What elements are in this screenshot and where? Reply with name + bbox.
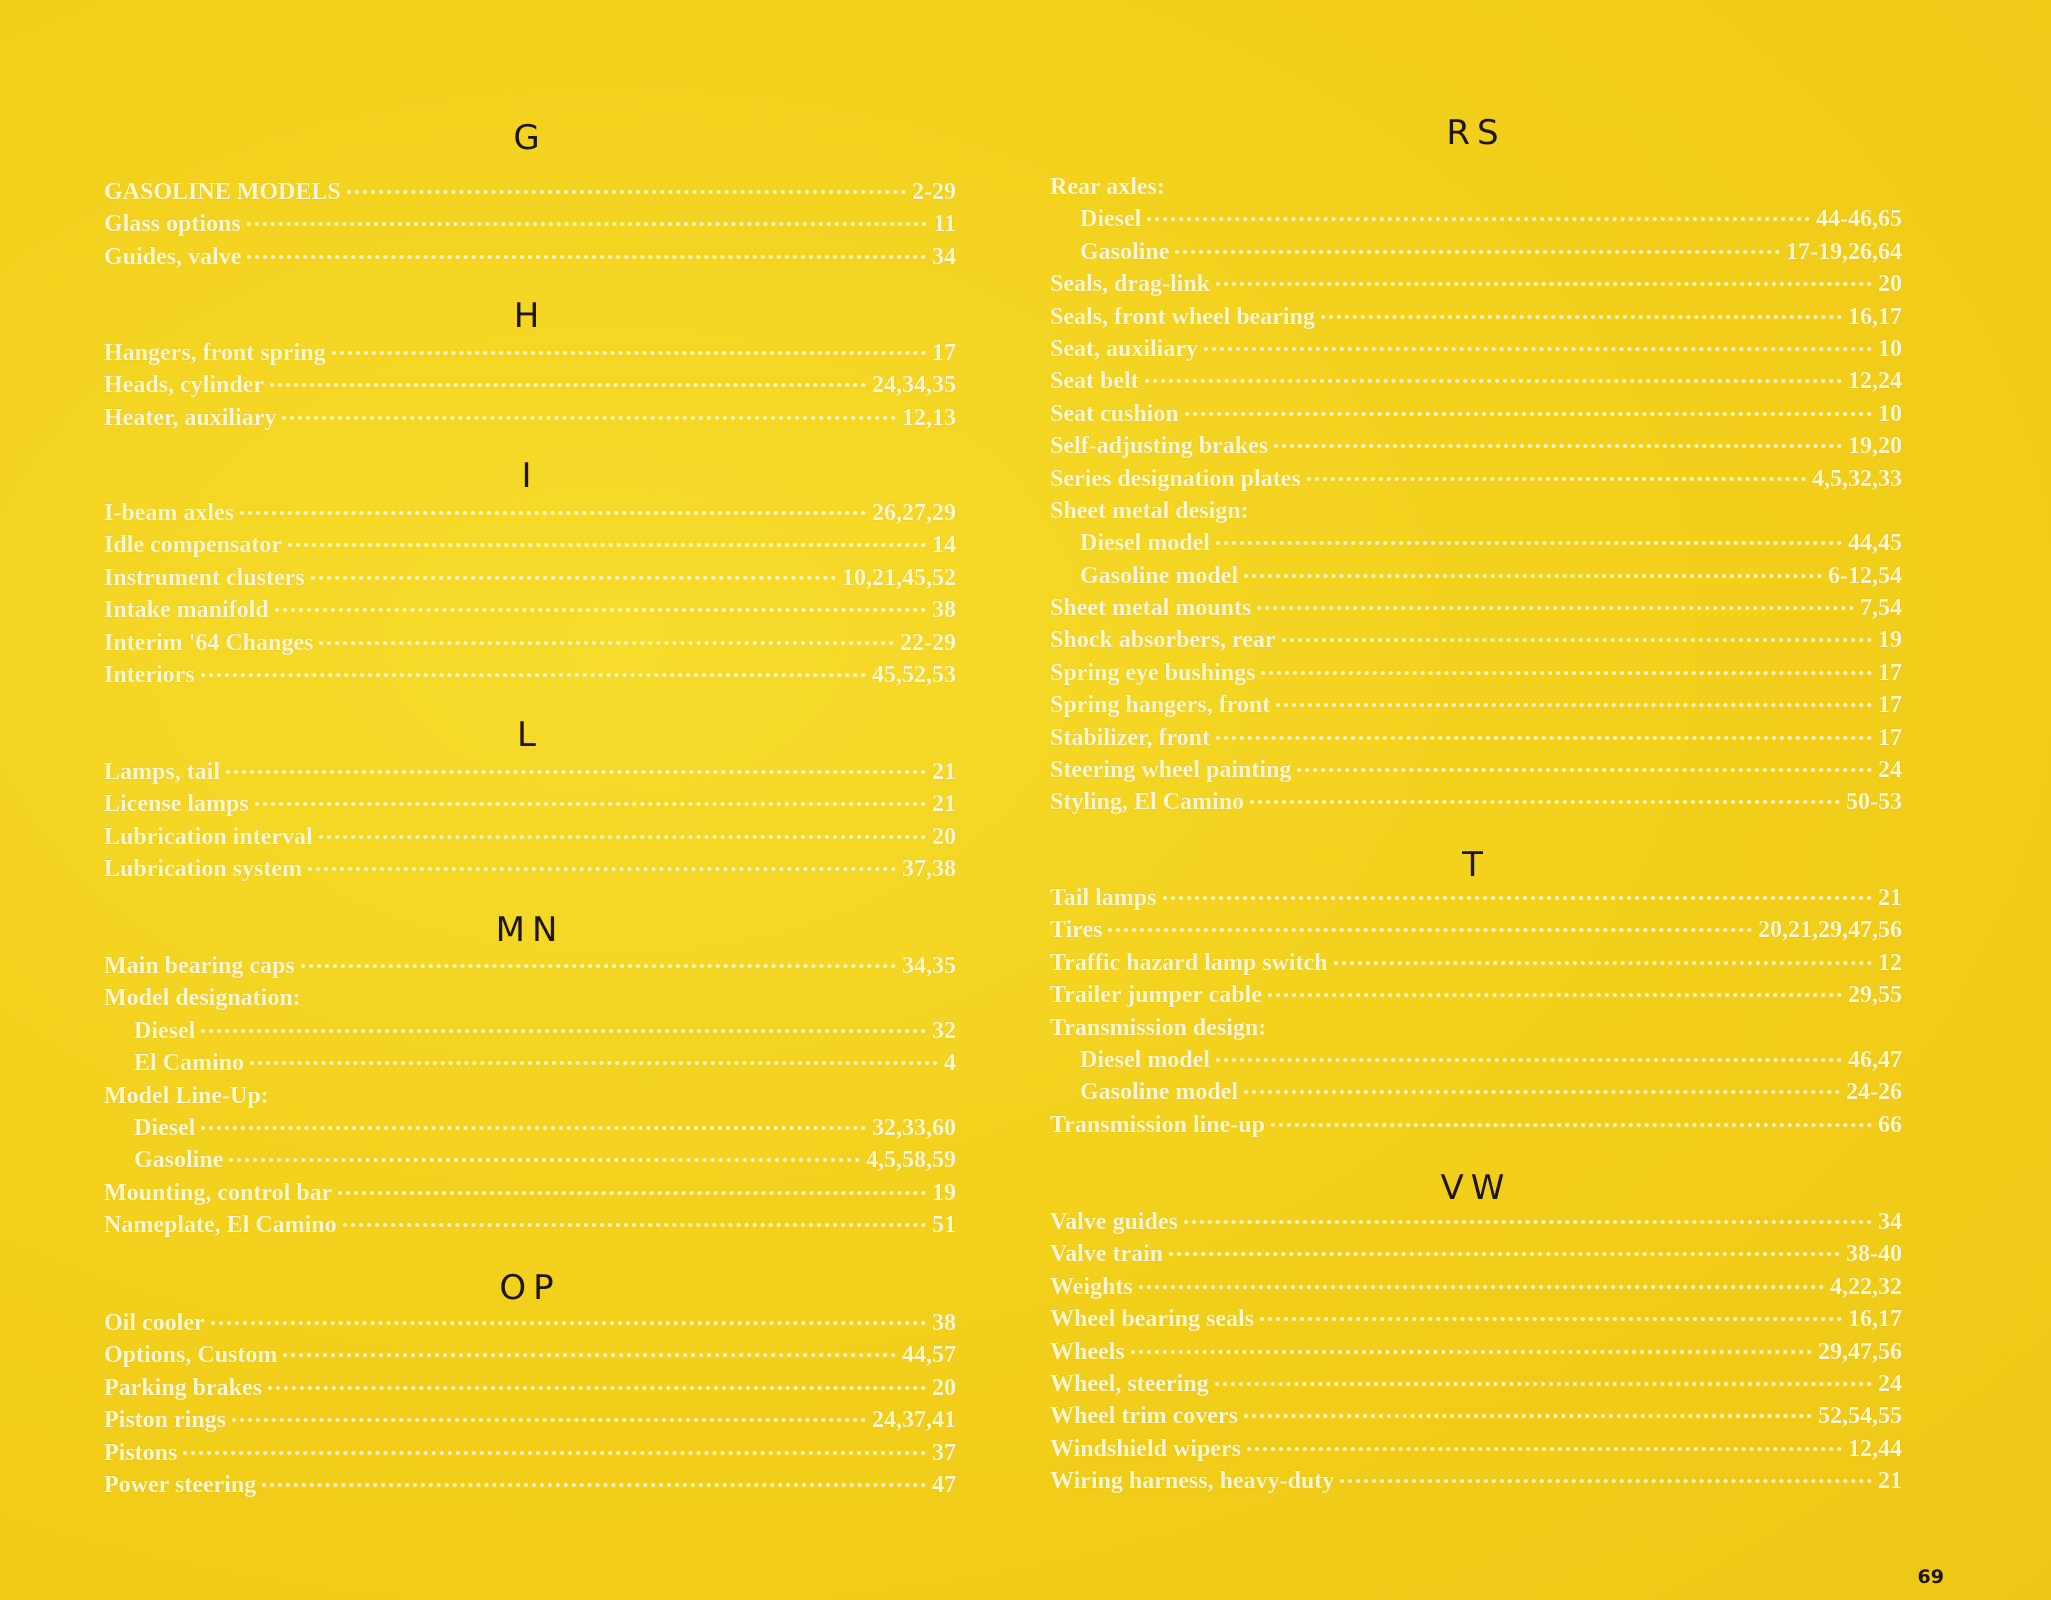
- index-entry: [104, 1339, 956, 1371]
- index-entry: [104, 369, 956, 401]
- index-entry-pages: 17: [1878, 659, 1902, 686]
- index-entry: [104, 1144, 956, 1176]
- index-entry: [104, 497, 956, 529]
- index-entry: [1050, 689, 1902, 721]
- dot-leader: [226, 770, 926, 774]
- section-letter-heading: H: [513, 296, 547, 336]
- index-entry-pages: 44,57: [902, 1342, 956, 1369]
- index-entry-label: Lamps, tail: [104, 759, 221, 785]
- dot-leader: [308, 867, 896, 871]
- dot-leader: [1244, 574, 1822, 578]
- index-entry-pages: 22-29: [900, 629, 956, 656]
- index-entry-pages: 4,22,32: [1830, 1273, 1902, 1300]
- dot-leader: [1216, 541, 1842, 545]
- index-entry-label: Pistons: [104, 1439, 178, 1466]
- section-letter-heading: MN: [495, 910, 565, 950]
- index-entry: [104, 853, 956, 885]
- index-entry-label: Diesel: [1080, 206, 1142, 233]
- index-entry: [1050, 463, 1902, 495]
- section-letter-heading: OP: [499, 1268, 561, 1308]
- index-entry-label: Heater, auxiliary: [104, 404, 277, 431]
- index-entry: [104, 208, 956, 240]
- dot-leader: [1163, 896, 1873, 900]
- dot-leader: [347, 190, 906, 194]
- index-entry: [104, 756, 956, 788]
- index-entry-label: Series designation plates: [1050, 465, 1301, 492]
- index-entry: [1050, 527, 1902, 559]
- index-entry: [104, 529, 956, 561]
- index-entry-label: Seat, auxiliary: [1050, 335, 1198, 362]
- index-entry-label: Lubrication system: [104, 856, 302, 883]
- index-entry: [104, 821, 956, 853]
- index-entry-label: Guides, valve: [104, 243, 242, 270]
- section-letter-heading: VW: [1440, 1168, 1512, 1208]
- index-entry-pages: 34: [932, 243, 956, 270]
- index-entry: [104, 241, 956, 273]
- dot-leader: [1184, 1220, 1872, 1224]
- index-entry-label: Hangers, front spring: [104, 340, 326, 366]
- index-entry-pages: 46,47: [1848, 1046, 1902, 1073]
- index-entry: [104, 1209, 956, 1241]
- index-entry-label: Mounting, control bar: [104, 1179, 333, 1206]
- dot-leader: [240, 511, 866, 515]
- index-entry: [1050, 1336, 1902, 1368]
- index-entry-pages: 14: [932, 532, 956, 559]
- index-entry: [1050, 947, 1902, 979]
- index-entry-label: Styling, El Camino: [1050, 789, 1245, 816]
- dot-leader: [282, 416, 896, 420]
- index-entry: [104, 594, 956, 626]
- section-letter-heading: L: [517, 715, 543, 755]
- index-entry: [1050, 203, 1902, 235]
- index-entry: [104, 1469, 956, 1501]
- index-entry-pages: 17: [932, 340, 956, 366]
- index-entry-label: Intake manifold: [104, 597, 269, 624]
- index-entry-label: Valve train: [1050, 1241, 1164, 1268]
- index-entry-label: Self-adjusting brakes: [1050, 433, 1269, 460]
- dot-leader: [1247, 1447, 1842, 1451]
- index-entry: [104, 176, 956, 208]
- index-entry-label: Trailer jumper cable: [1050, 982, 1262, 1009]
- index-entry-label: Parking brakes: [104, 1374, 263, 1401]
- index-entry-label: Gasoline: [134, 1147, 224, 1174]
- dot-leader: [183, 1451, 926, 1455]
- index-entry: [1050, 1303, 1902, 1335]
- index-entry-label: Steering wheel painting: [1050, 757, 1292, 784]
- index-entry-pages: 19: [1878, 627, 1902, 654]
- index-entry-label: Seals, front wheel bearing: [1050, 303, 1315, 330]
- index-entry: [1050, 1433, 1902, 1465]
- dot-leader: [1175, 250, 1780, 254]
- index-entry: [1050, 1238, 1902, 1270]
- dot-leader: [1321, 315, 1842, 319]
- index-entry: [1050, 398, 1902, 430]
- index-entry: [1050, 624, 1902, 656]
- index-entry: [1050, 754, 1902, 786]
- dot-leader: [1250, 800, 1840, 804]
- index-entry-pages: 17: [1878, 724, 1902, 751]
- page-number: 69: [1917, 1566, 1944, 1588]
- index-entry: [104, 788, 956, 820]
- dot-leader: [319, 835, 926, 839]
- index-entry-pages: 66: [1878, 1111, 1902, 1138]
- index-entry: [1050, 722, 1902, 754]
- dot-leader: [1204, 347, 1872, 351]
- dot-leader: [250, 1061, 938, 1065]
- dot-leader: [232, 1418, 866, 1422]
- index-entry-pages: 6-12,54: [1828, 562, 1902, 589]
- index-entry: [1050, 171, 1902, 203]
- index-entry-pages: 24,34,35: [872, 372, 956, 399]
- dot-leader: [1145, 379, 1842, 383]
- section-letter-heading: RS: [1446, 113, 1506, 153]
- index-entry-label: Glass options: [104, 211, 241, 238]
- index-entry: [1050, 430, 1902, 462]
- index-entry-label: Gasoline: [1080, 238, 1170, 265]
- index-entry-pages: 24: [1878, 1370, 1902, 1397]
- index-entry-label: Options, Custom: [104, 1342, 278, 1369]
- index-entry-pages: 20: [1878, 271, 1902, 298]
- index-entry-pages: 4: [944, 1050, 956, 1077]
- index-entry-pages: 44-46,65: [1816, 206, 1902, 233]
- index-entry-list: [1050, 171, 1902, 819]
- dot-leader: [1108, 928, 1752, 932]
- index-entry-label: Model designation:: [104, 985, 301, 1012]
- index-entry: [1050, 268, 1902, 300]
- dot-leader: [1139, 1285, 1824, 1289]
- index-entry: [104, 1177, 956, 1209]
- dot-leader: [229, 1158, 860, 1162]
- index-entry-pages: 44,45: [1848, 530, 1902, 557]
- index-entry-list: [1050, 882, 1902, 1141]
- index-entry-label: Seat belt: [1050, 368, 1139, 395]
- index-entry-label: Wheels: [1050, 1338, 1125, 1365]
- index-entry-pages: 29,55: [1848, 982, 1902, 1009]
- dot-leader: [1282, 638, 1872, 642]
- index-entry: [104, 1047, 956, 1079]
- dot-leader: [311, 576, 836, 580]
- index-entry: [1050, 1368, 1902, 1400]
- index-entry-list: [104, 337, 956, 434]
- index-entry-label: Heads, cylinder: [104, 372, 264, 399]
- index-entry: [104, 1015, 956, 1047]
- dot-leader: [1147, 217, 1810, 221]
- index-entry-list: [104, 497, 956, 691]
- index-entry-pages: 32,33,60: [872, 1114, 956, 1141]
- index-entry: [1050, 979, 1902, 1011]
- index-entry-label: Instrument clusters: [104, 564, 305, 591]
- index-entry-pages: 21: [1878, 885, 1902, 911]
- index-entry-pages: 38-40: [1846, 1241, 1902, 1268]
- dot-leader: [1131, 1350, 1812, 1354]
- dot-leader: [1244, 1090, 1840, 1094]
- index-entry-pages: 12: [1878, 949, 1902, 976]
- dot-leader: [1307, 477, 1806, 481]
- dot-leader: [343, 1223, 926, 1227]
- dot-leader: [332, 351, 926, 355]
- dot-leader: [201, 1029, 926, 1033]
- index-entry: [1050, 1206, 1902, 1238]
- index-entry-pages: 16,17: [1848, 303, 1902, 330]
- index-entry-label: Shock absorbers, rear: [1050, 627, 1276, 654]
- index-entry-pages: 20,21,29,47,56: [1758, 917, 1902, 944]
- index-entry-pages: 19,20: [1848, 433, 1902, 460]
- index-entry: [1050, 1076, 1902, 1108]
- dot-leader: [201, 673, 866, 677]
- index-entry-label: Windshield wipers: [1050, 1435, 1241, 1462]
- index-entry-label: Seals, drag-link: [1050, 271, 1211, 298]
- index-entry-pages: 51: [932, 1212, 956, 1239]
- section-letter-heading: G: [513, 118, 547, 158]
- index-entry-label: Gasoline model: [1080, 1079, 1239, 1106]
- dot-leader: [1260, 1317, 1842, 1321]
- index-entry-pages: 37: [932, 1439, 956, 1466]
- index-entry-pages: 38: [932, 1310, 956, 1336]
- index-entry-pages: 10: [1878, 400, 1902, 427]
- index-entry-pages: 29,47,56: [1818, 1338, 1902, 1365]
- index-entry-label: Transmission design:: [1050, 1014, 1267, 1041]
- dot-leader: [1268, 993, 1842, 997]
- index-entry: [104, 982, 956, 1014]
- index-entry: [104, 1437, 956, 1469]
- index-entry-label: Interim '64 Changes: [104, 629, 314, 656]
- index-entry-pages: 21: [932, 791, 956, 818]
- dot-leader: [247, 255, 926, 259]
- dot-leader: [1257, 606, 1854, 610]
- index-entry: [1050, 301, 1902, 333]
- index-entry-label: Wheel bearing seals: [1050, 1306, 1254, 1333]
- index-entry-label: Seat cushion: [1050, 400, 1179, 427]
- index-entry: [104, 562, 956, 594]
- index-entry: [1050, 914, 1902, 946]
- index-entry-label: Gasoline model: [1080, 562, 1239, 589]
- index-entry-label: Tail lamps: [1050, 885, 1157, 911]
- index-entry: [1050, 882, 1902, 914]
- index-entry-list: [104, 176, 956, 273]
- dot-leader: [283, 1353, 896, 1357]
- index-entry-list: [104, 756, 956, 886]
- index-entry-label: Diesel model: [1080, 530, 1210, 557]
- index-entry-pages: 26,27,29: [872, 500, 956, 526]
- index-entry: [1050, 592, 1902, 624]
- index-entry: [1050, 1012, 1902, 1044]
- index-entry: [104, 1372, 956, 1404]
- index-entry: [1050, 1400, 1902, 1432]
- dot-leader: [1261, 671, 1872, 675]
- index-entry: [104, 402, 956, 434]
- index-entry: [104, 337, 956, 369]
- index-entry-label: Model Line-Up:: [104, 1082, 269, 1109]
- dot-leader: [1271, 1123, 1872, 1127]
- index-entry-label: I-beam axles: [104, 500, 234, 526]
- index-entry-pages: 24,37,41: [872, 1407, 956, 1434]
- index-entry: [104, 950, 956, 982]
- dot-leader: [1169, 1252, 1840, 1256]
- index-entry: [104, 1080, 956, 1112]
- index-entry: [104, 1404, 956, 1436]
- index-entry: [104, 659, 956, 691]
- dot-leader: [255, 802, 926, 806]
- index-entry-label: Wiring harness, heavy-duty: [1050, 1468, 1335, 1495]
- index-entry-label: Lubrication interval: [104, 823, 313, 850]
- index-entry: [104, 1307, 956, 1339]
- index-entry: [104, 1112, 956, 1144]
- dot-leader: [1244, 1414, 1812, 1418]
- index-entry-label: Diesel model: [1080, 1046, 1210, 1073]
- index-entry-pages: 34,35: [902, 953, 956, 979]
- index-entry-pages: 20: [932, 823, 956, 850]
- dot-leader: [268, 1386, 926, 1390]
- index-entry-pages: 21: [932, 759, 956, 785]
- index-entry-label: Weights: [1050, 1273, 1133, 1300]
- index-entry-pages: 50-53: [1846, 789, 1902, 816]
- index-entry-label: Diesel: [134, 1114, 196, 1141]
- index-entry-pages: 4,5,58,59: [866, 1147, 956, 1174]
- index-entry-pages: 11: [933, 211, 956, 238]
- index-entry-label: Power steering: [104, 1471, 257, 1498]
- dot-leader: [1216, 1058, 1842, 1062]
- index-entry-label: License lamps: [104, 791, 249, 818]
- index-entry-list: [104, 950, 956, 1242]
- dot-leader: [262, 1483, 926, 1487]
- dot-leader: [1274, 444, 1842, 448]
- section-letter-heading: T: [1462, 845, 1490, 885]
- dot-leader: [1215, 1382, 1872, 1386]
- dot-leader: [319, 641, 894, 645]
- index-entry-pages: 47: [932, 1471, 956, 1498]
- index-entry: [1050, 786, 1902, 818]
- index-entry-pages: 12,13: [902, 404, 956, 431]
- index-entry-label: El Camino: [134, 1050, 245, 1077]
- index-entry-label: GASOLINE MODELS: [104, 179, 341, 205]
- index-entry-pages: 10,21,45,52: [842, 564, 956, 591]
- index-entry: [1050, 333, 1902, 365]
- index-entry-pages: 20: [932, 1374, 956, 1401]
- index-entry: [1050, 236, 1902, 268]
- index-entry-pages: 37,38: [902, 856, 956, 883]
- dot-leader: [211, 1321, 926, 1325]
- index-entry-pages: 12,24: [1848, 368, 1902, 395]
- index-entry-pages: 32: [932, 1017, 956, 1044]
- index-entry-label: Spring eye bushings: [1050, 659, 1256, 686]
- index-entry-label: Wheel trim covers: [1050, 1403, 1238, 1430]
- dot-leader: [1185, 412, 1872, 416]
- dot-leader: [270, 383, 866, 387]
- index-entry-pages: 19: [932, 1179, 956, 1206]
- index-entry-label: Traffic hazard lamp switch: [1050, 949, 1328, 976]
- index-entry-pages: 12,44: [1848, 1435, 1902, 1462]
- index-entry-label: Oil cooler: [104, 1310, 205, 1336]
- index-entry-label: Sheet metal mounts: [1050, 595, 1252, 622]
- index-entry: [1050, 495, 1902, 527]
- index-entry-label: Stabilizer, front: [1050, 724, 1210, 751]
- index-entry-label: Spring hangers, front: [1050, 692, 1271, 719]
- dot-leader: [301, 964, 896, 968]
- dot-leader: [201, 1126, 866, 1130]
- index-entry-label: Transmission line-up: [1050, 1111, 1265, 1138]
- dot-leader: [1334, 961, 1872, 965]
- index-entry-pages: 16,17: [1848, 1306, 1902, 1333]
- index-entry-pages: 17: [1878, 692, 1902, 719]
- index-entry-pages: 10: [1878, 335, 1902, 362]
- index-entry-pages: 24: [1878, 757, 1902, 784]
- dot-leader: [338, 1191, 926, 1195]
- index-entry-pages: 34: [1878, 1209, 1902, 1235]
- index-entry-pages: 21: [1878, 1468, 1902, 1495]
- index-entry: [1050, 1465, 1902, 1497]
- dot-leader: [1276, 703, 1872, 707]
- dot-leader: [1297, 768, 1872, 772]
- dot-leader: [275, 608, 926, 612]
- index-entry-pages: 17-19,26,64: [1786, 238, 1902, 265]
- index-entry-pages: 38: [932, 597, 956, 624]
- index-entry-label: Piston rings: [104, 1407, 227, 1434]
- dot-leader: [1340, 1479, 1872, 1483]
- index-entry-pages: 7,54: [1860, 595, 1902, 622]
- index-entry: [104, 627, 956, 659]
- index-entry: [1050, 1271, 1902, 1303]
- index-entry-label: Diesel: [134, 1017, 196, 1044]
- section-letter-heading: I: [521, 456, 539, 496]
- index-entry-label: Main bearing caps: [104, 953, 295, 979]
- index-entry-label: Interiors: [104, 661, 195, 688]
- index-entry: [1050, 1044, 1902, 1076]
- index-entry-pages: 45,52,53: [872, 661, 956, 688]
- index-entry: [1050, 560, 1902, 592]
- dot-leader: [1216, 736, 1872, 740]
- index-entry-label: Tires: [1050, 917, 1103, 944]
- index-entry-list: [104, 1307, 956, 1501]
- dot-leader: [288, 543, 926, 547]
- index-entry-label: Idle compensator: [104, 532, 282, 559]
- index-entry-label: Nameplate, El Camino: [104, 1212, 337, 1239]
- index-entry: [1050, 365, 1902, 397]
- index-entry-pages: 24-26: [1846, 1079, 1902, 1106]
- index-entry-list: [1050, 1206, 1902, 1498]
- index-entry-label: Valve guides: [1050, 1209, 1178, 1235]
- dot-leader: [247, 222, 928, 226]
- index-entry-label: Rear axles:: [1050, 174, 1165, 200]
- index-entry: [1050, 1109, 1902, 1141]
- index-entry-pages: 4,5,32,33: [1812, 465, 1902, 492]
- dot-leader: [1216, 282, 1872, 286]
- index-entry: [1050, 657, 1902, 689]
- index-entry-pages: 52,54,55: [1818, 1403, 1902, 1430]
- index-entry-label: Wheel, steering: [1050, 1370, 1209, 1397]
- index-entry-label: Sheet metal design:: [1050, 497, 1249, 524]
- index-entry-pages: 2-29: [912, 179, 956, 205]
